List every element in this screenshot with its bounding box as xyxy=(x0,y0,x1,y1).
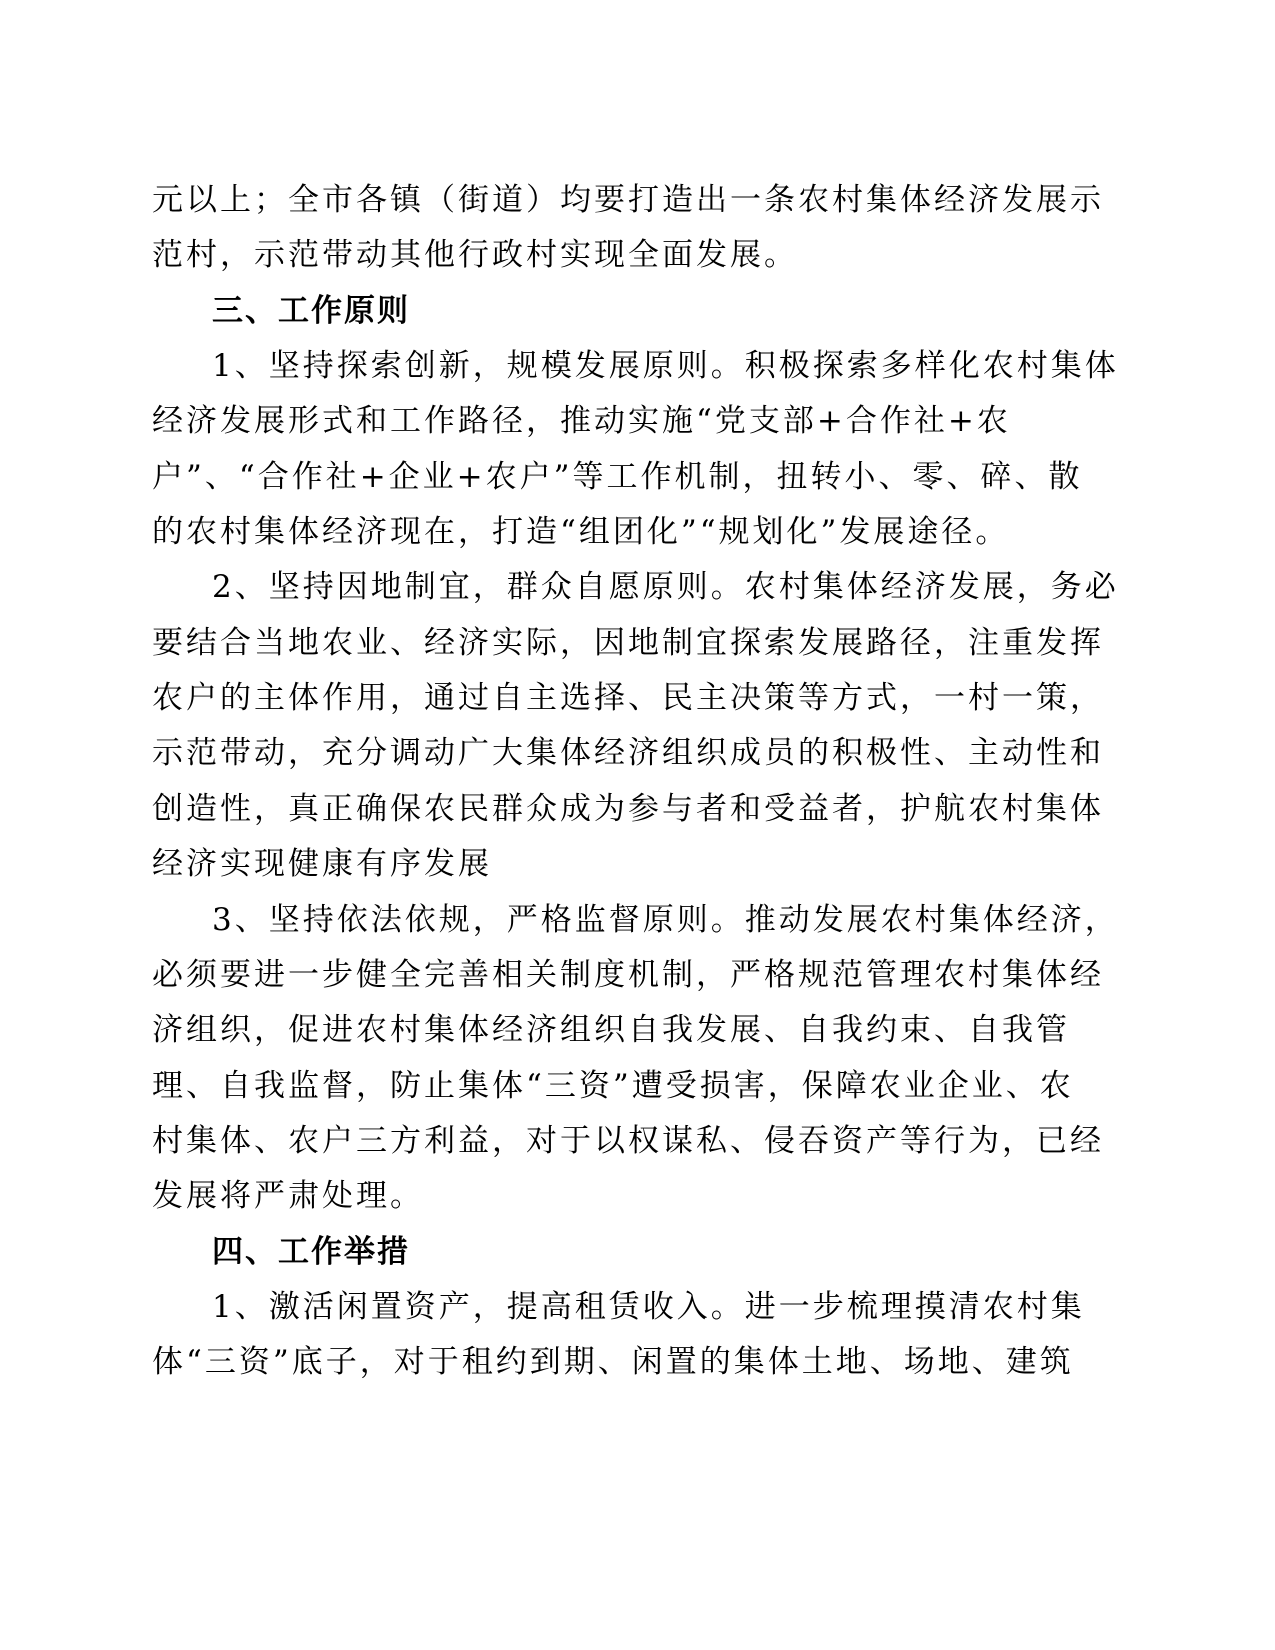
text-line: 村集体、农户三方利益，对于以权谋私、侵吞资产等行为，已经 xyxy=(152,1123,1104,1159)
text-line: 体“三资”底子，对于租约到期、闲置的集体土地、场地、建筑 xyxy=(152,1344,1074,1380)
text-line: 1、坚持探索创新，规模发展原则。积极探索多样化农村集体 xyxy=(212,348,1119,384)
text-line: 农户的主体作用，通过自主选择、民主决策等方式，一村一策， xyxy=(152,680,1104,716)
text-line: 户”、“合作社+企业+农户”等工作机制，扭转小、零、碎、散 xyxy=(152,459,1083,495)
section-heading: 四、工作举措 xyxy=(212,1234,410,1270)
text-line: 经济实现健康有序发展 xyxy=(152,846,492,882)
text-line: 1、激活闲置资产，提高租赁收入。进一步梳理摸清农村集 xyxy=(212,1289,1085,1325)
section-heading: 三、工作原则 xyxy=(212,293,410,329)
text-line: 元以上；全市各镇（街道）均要打造出一条农村集体经济发展示 xyxy=(152,182,1104,218)
text-line: 理、自我监督，防止集体“三资”遭受损害，保障农业企业、农 xyxy=(152,1068,1074,1104)
text-line: 要结合当地农业、经济实际，因地制宜探索发展路径，注重发挥 xyxy=(152,625,1104,661)
text-line: 济组织，促进农村集体经济组织自我发展、自我约束、自我管 xyxy=(152,1012,1070,1048)
text-line: 创造性，真正确保农民群众成为参与者和受益者，护航农村集体 xyxy=(152,791,1104,827)
text-line: 必须要进一步健全完善相关制度机制，严格规范管理农村集体经 xyxy=(152,957,1104,993)
text-line: 2、坚持因地制宜，群众自愿原则。农村集体经济发展，务必 xyxy=(212,569,1119,605)
text-line: 发展将严肃处理。 xyxy=(152,1178,424,1214)
text-line: 范村，示范带动其他行政村实现全面发展。 xyxy=(152,237,798,273)
text-line: 经济发展形式和工作路径，推动实施“党支部+合作社+农 xyxy=(152,403,1011,439)
text-line: 示范带动，充分调动广大集体经济组织成员的积极性、主动性和 xyxy=(152,735,1104,771)
text-line: 3、坚持依法依规，严格监督原则。推动发展农村集体经济， xyxy=(212,902,1119,938)
text-line: 的农村集体经济现在，打造“组团化”“规划化”发展途径。 xyxy=(152,514,1010,550)
